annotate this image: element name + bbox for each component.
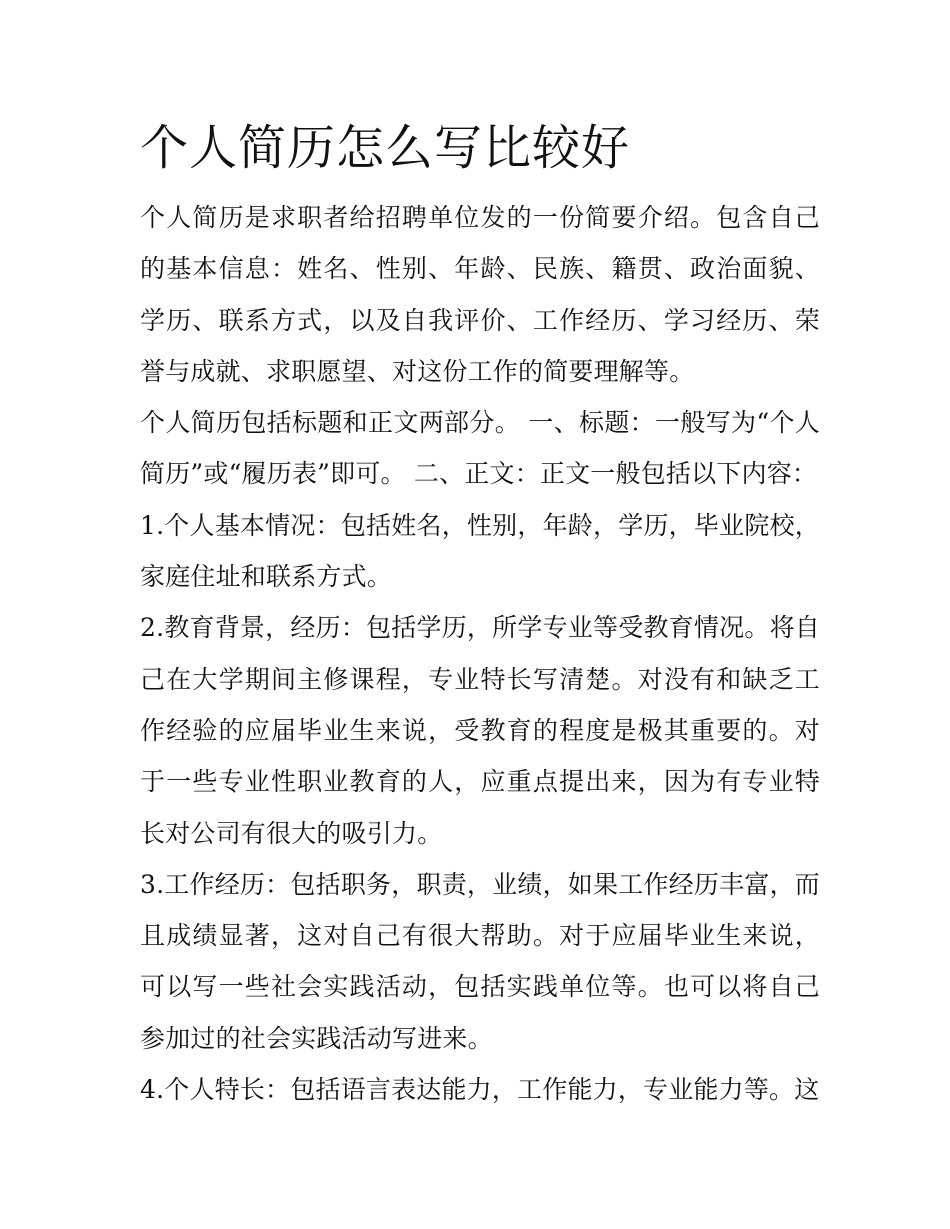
section-education: 2.教育背景，经历：包括学历，所学专业等受教育情况。将自己在大学期间主修课程，专业特长写清楚。对没有和缺乏工作经验的应届毕业生来说，受教育的程度是极其重要的。对于一些专业性职业教育的人，应重点提出来，因为有专业特长对公司有很大的吸引力。 xyxy=(140,613,820,848)
section-work-experience: 3.工作经历：包括职务，职责，业绩，如果工作经历丰富，而且成绩显著，这对自己有很大帮助。对于应届毕业生来说，可以写一些社会实践活动，包括实践单位等。也可以将自己参加过的社会实践活动写进来。 xyxy=(140,869,820,1053)
section-personal-skills: 4.个人特长：包括语言表达能力，工作能力，专业能力等。这 xyxy=(140,1075,820,1105)
intro-paragraph: 个人简历是求职者给招聘单位发的一份简要介绍。包含自己的基本信息：姓名、性别、年龄、民族、籍贯、政治面貌、学历、联系方式，以及自我评价、工作经历、学习经历、荣誉与成就、求职愿望、对这份工作的简要理解等。 xyxy=(140,203,820,386)
structure-paragraph: 个人简历包括标题和正文两部分。 一、标题：一般写为“个人简历”或“履历表”即可。 二、正文：正文一般包括以下内容： xyxy=(140,408,820,489)
page-title: 个人简历怎么写比较好 xyxy=(140,120,631,176)
document-body xyxy=(140,112,820,1115)
section-basic-info: 1.个人基本情况：包括姓名，性别，年龄，学历，毕业院校，家庭住址和联系方式。 xyxy=(140,510,820,592)
